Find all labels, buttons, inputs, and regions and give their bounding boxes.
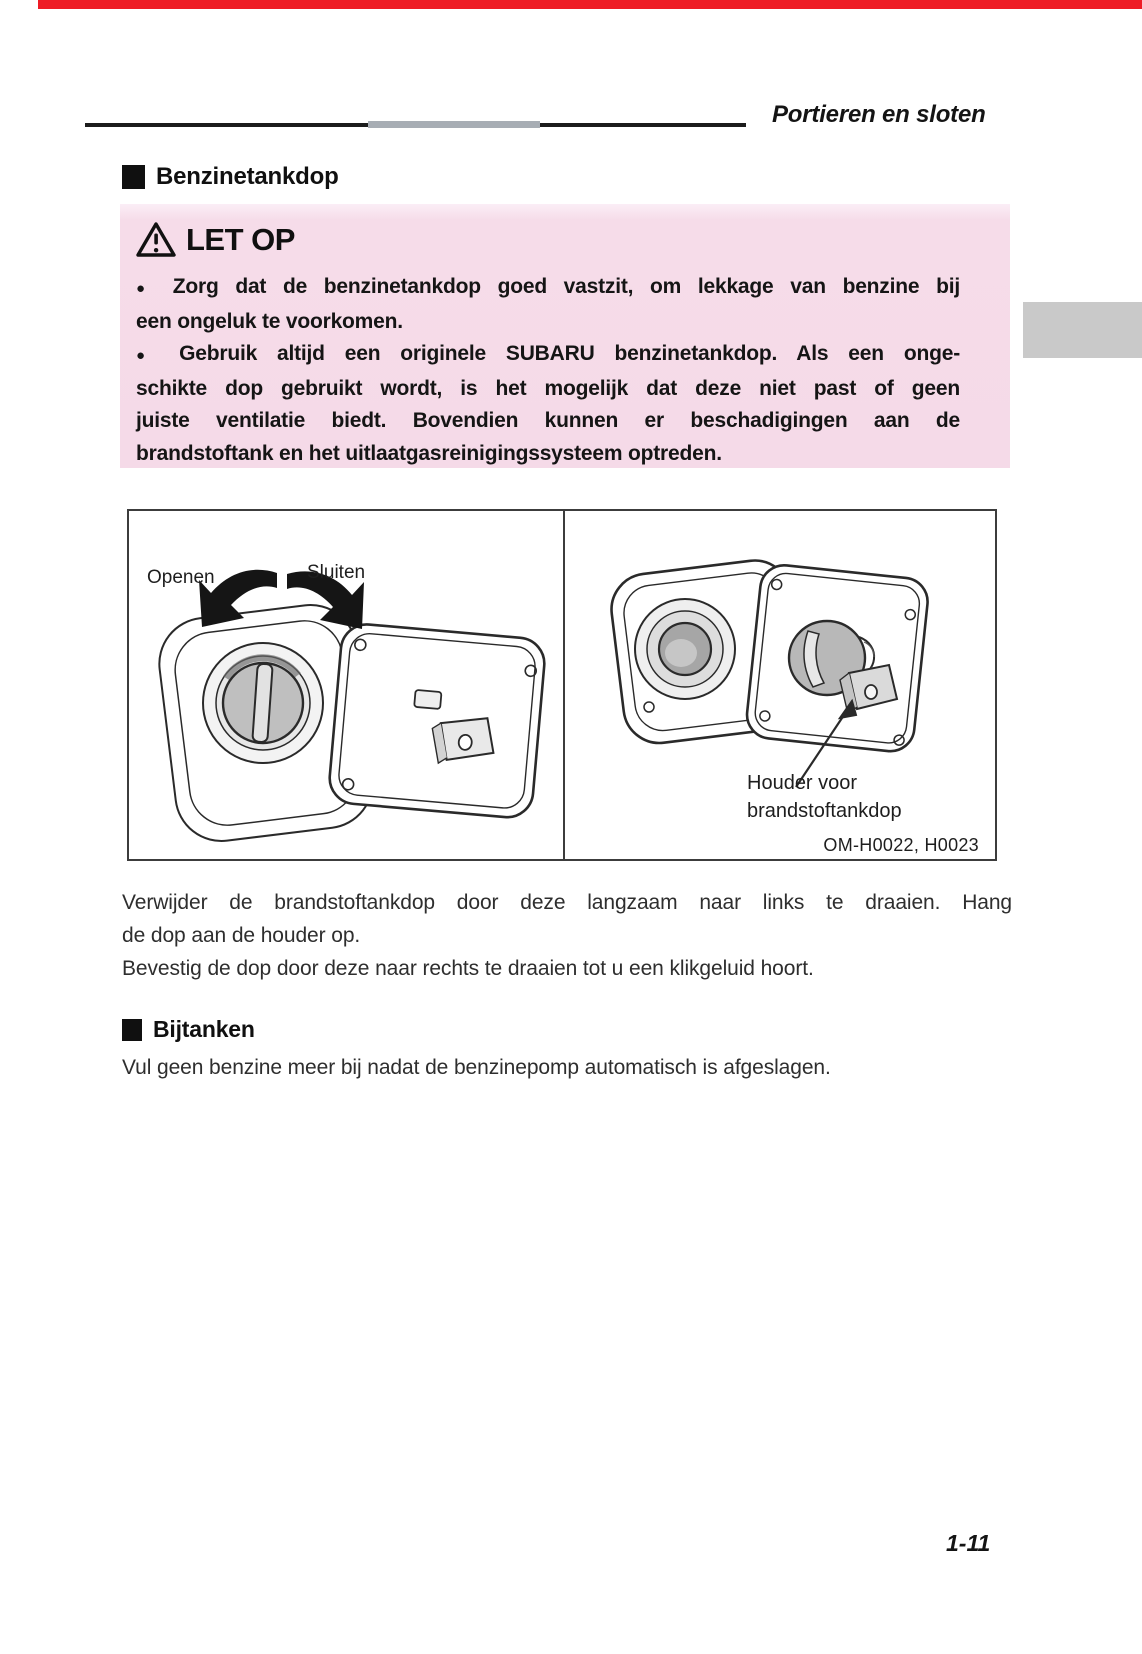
body-line: Vul geen benzine meer bij nadat de benzinepomp automatisch is afgeslagen. <box>122 1056 831 1079</box>
warning-line: brandstoftank en het uitlaatgasreinigingssysteem optreden. <box>136 441 722 465</box>
warning-triangle-icon <box>136 222 176 258</box>
bullet-icon: ● <box>136 280 156 297</box>
warning-line: schikte dop gebruikt wordt, is het mogelijk dat deze niet past of geen <box>136 376 960 400</box>
section-heading-bijtanken <box>122 1016 255 1043</box>
section-heading-label: Benzinetankdop <box>156 163 339 190</box>
warning-line: juiste ventilatie biedt. Bovendien kunnen er beschadigingen aan de <box>136 409 960 432</box>
figure-label-sluiten: Sluiten <box>307 562 366 583</box>
figure-box <box>127 509 997 861</box>
figure-label-openen: Openen <box>147 567 215 588</box>
body-paragraph <box>122 1051 1012 1084</box>
body-paragraph <box>122 886 1012 985</box>
warning-body <box>136 271 960 470</box>
warning-line: ● Zorg dat de benzinetankdop goed vastzit, om lekkage van benzine bij <box>136 275 960 298</box>
section-marker-icon <box>122 165 145 189</box>
warning-line: een ongeluk te voorkomen. <box>136 309 403 333</box>
section-heading-label: Bijtanken <box>153 1016 255 1042</box>
body-line: Verwijder de brandstoftankdop door deze langzaam naar links te draaien. Hang <box>122 891 1012 914</box>
figure-label-houder: Houder voor brandstoftankdop <box>747 772 902 822</box>
bullet-icon: ● <box>136 347 160 364</box>
section-marker-icon <box>122 1019 142 1041</box>
page-number: 1-11 <box>946 1530 991 1556</box>
warning-box <box>120 204 1010 468</box>
body-line: de dop aan de houder op. <box>122 924 361 947</box>
body-line: Bevestig de dop door deze naar rechts te draaien tot u een klikgeluid hoort. <box>122 957 814 980</box>
warning-title-row <box>136 218 960 262</box>
section-heading-benzinetankdop <box>122 163 339 191</box>
figure-caption: OM-H0022, H0023 <box>823 835 979 855</box>
page-edge-tab <box>1023 302 1142 358</box>
header-rule-overlap <box>368 121 540 128</box>
page-top-red-bar <box>38 0 1142 9</box>
warning-title: LET OP <box>186 222 295 257</box>
chapter-title: Portieren en sloten <box>772 101 986 128</box>
warning-line: ● Gebruik altijd een originele SUBARU benzinetankdop. Als een onge- <box>136 342 960 365</box>
